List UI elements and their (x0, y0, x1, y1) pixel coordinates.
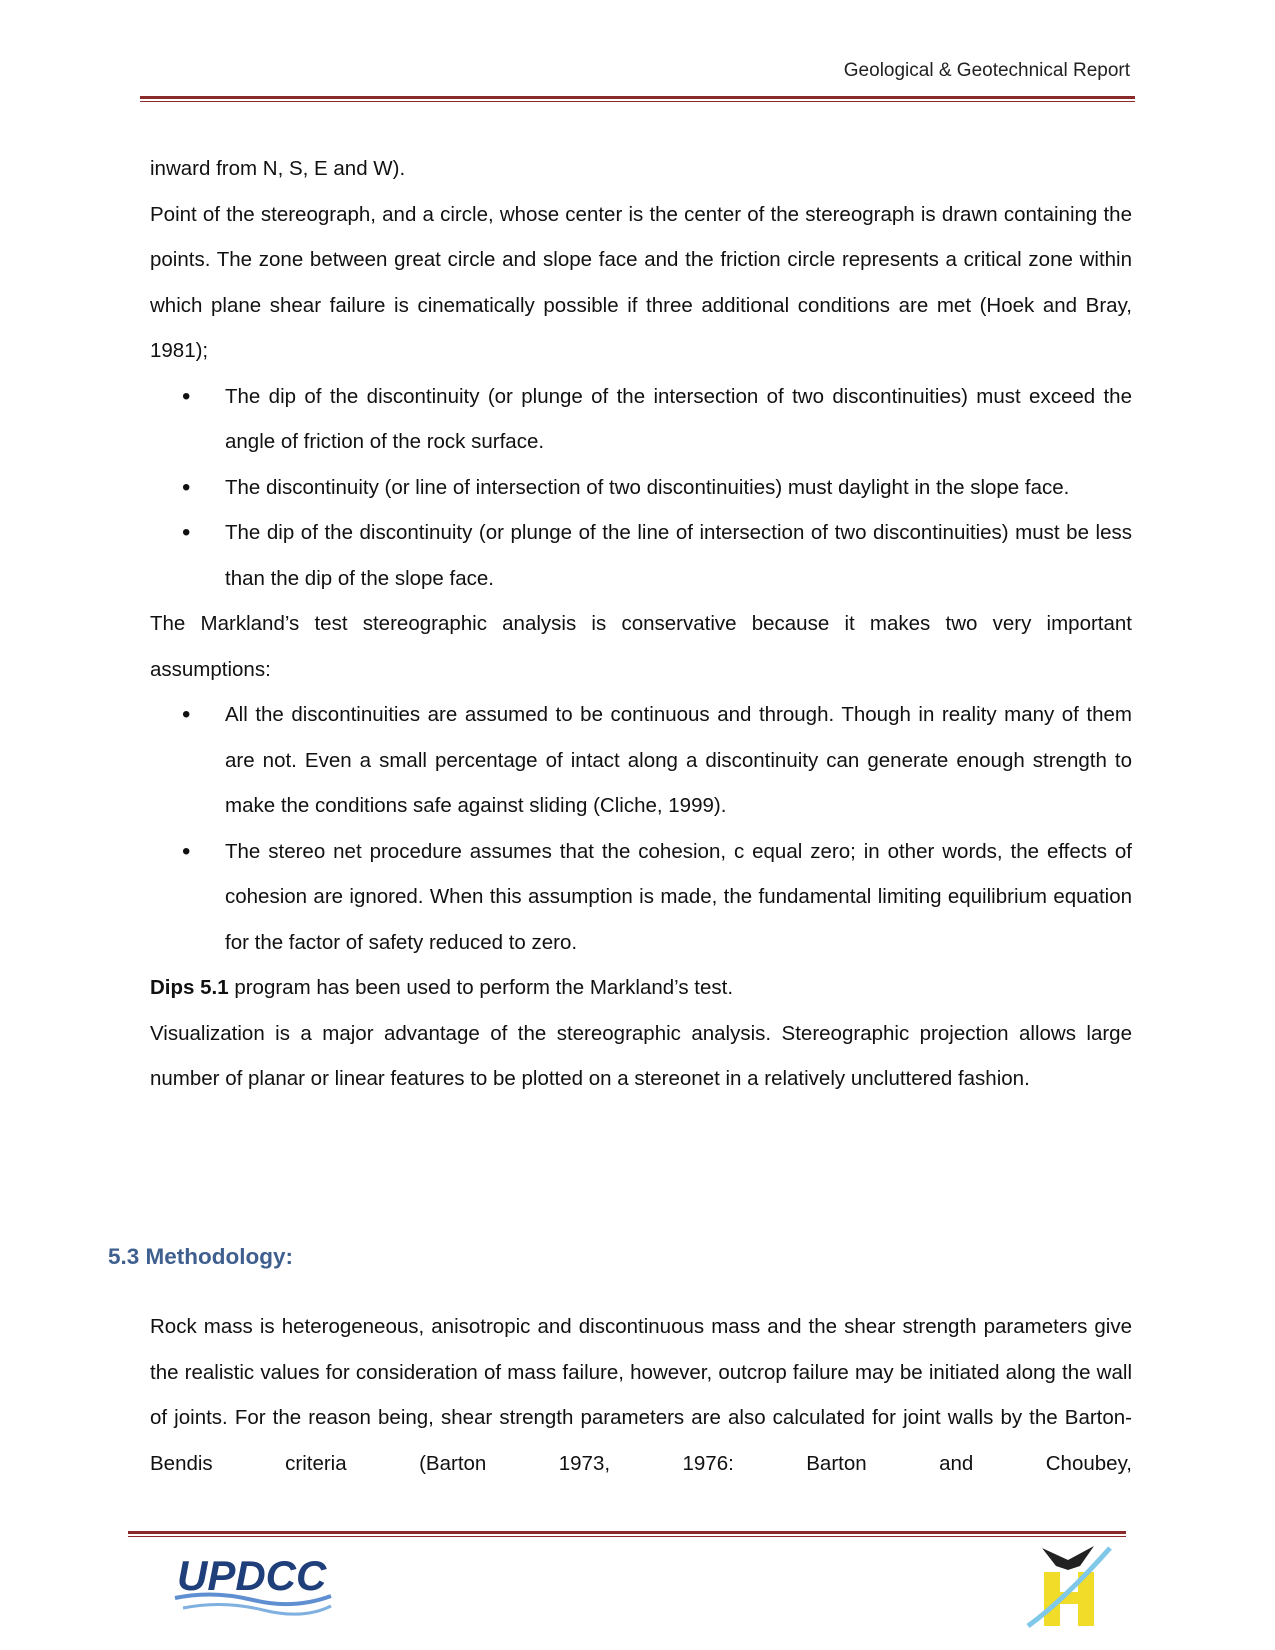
paragraph-4-text: program has been used to perform the Markland’s test. (228, 976, 734, 999)
list-item: • All the discontinuities are assumed to be continuous and through. Though in reality many of them are not. Even a small percentage of intact along a discontinuity can generate enough strength to make the conditions safe against sliding (Cliche, 1999). (150, 692, 1132, 829)
logo-text: UPDCC (177, 1552, 327, 1599)
paragraph-2: Point of the stereograph, and a circle, whose center is the center of the stereograph is drawn containing the points. The zone between great circle and slope face and the friction circle represents a critical zone within which plane shear failure is cinematically possible if three additional conditions are met (Hoek and Bray, 1981); (150, 202, 1132, 362)
footer-rule (128, 1531, 1126, 1537)
list-item: • The discontinuity (or line of intersection of two discontinuities) must daylight in the slope face. (150, 465, 1132, 511)
list-item: • The stereo net procedure assumes that the cohesion, c equal zero; in other words, the effects of cohesion are ignored. When this assumption is made, the fundamental limiting equilibrium equation for the factor of safety reduced to zero. (150, 829, 1132, 966)
paragraph-1: inward from N, S, E and W). (150, 157, 406, 180)
conditions-list (150, 374, 1132, 602)
body-content (150, 146, 1132, 1102)
header-rule (140, 96, 1135, 102)
dips-label: Dips 5.1 (150, 976, 229, 999)
header-title: Geological & Geotechnical Report (843, 60, 1130, 81)
methodology-paragraph: Rock mass is heterogeneous, anisotropic and discontinuous mass and the shear strength parameters give the realistic values for consideration of mass failure, however, outcrop failure may be initiated along the wall of joints. For the reason being, shear strength parameters are also calculated for joint walls by the Barton-Bendis criteria (Barton 1973, 1976: Barton and Choubey, (150, 1315, 1132, 1475)
section-heading: 5.3 Methodology: (108, 1244, 293, 1269)
hydro-logo (1024, 1540, 1116, 1630)
assumptions-list (150, 692, 1132, 965)
updcc-logo (173, 1546, 333, 1620)
paragraph-3: The Markland’s test stereographic analysis is conservative because it makes two very important assumptions: (150, 612, 1132, 681)
paragraph-4 (150, 965, 1132, 1011)
paragraph-5: Visualization is a major advantage of the stereographic analysis. Stereographic projection allows large number of planar or linear features to be plotted on a stereonet in a relatively uncluttered fashion. (150, 1021, 1132, 1090)
list-item: • The dip of the discontinuity (or plunge of the line of intersection of two discontinuities) must be less than the dip of the slope face. (150, 510, 1132, 601)
list-item: • The dip of the discontinuity (or plunge of the intersection of two discontinuities) must exceed the angle of friction of the rock surface. (150, 374, 1132, 465)
methodology-content (150, 1304, 1132, 1486)
